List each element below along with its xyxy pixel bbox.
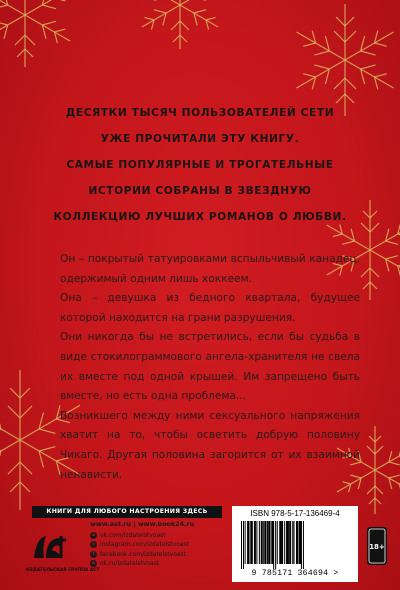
barcode — [241, 521, 351, 569]
social-link-text: facebook.com/izdatelstvoast — [100, 550, 187, 558]
snowflake-top-center-icon — [110, 0, 250, 50]
headline-line: ДЕСЯТКИ ТЫСЯЧ ПОЛЬЗОВАТЕЛЕЙ СЕТИ — [65, 107, 335, 119]
publisher-contacts — [90, 520, 230, 569]
headline — [40, 100, 360, 230]
headline-line: УЖЕ ПРОЧИТАЛИ ЭТУ КНИГУ. — [100, 133, 300, 145]
social-link-facebook[interactable] — [90, 550, 230, 560]
publisher-name: ИЗДАТЕЛЬСКАЯ ГРУППА АСТ — [26, 568, 100, 573]
headline-line: ИСТОРИИ СОБРАНЫ В ЗВЕЗДНУЮ — [88, 185, 312, 197]
social-link-ok[interactable] — [90, 559, 230, 569]
barcode-digits: 9 785171 364694 > — [251, 569, 339, 578]
barcode-bar — [271, 521, 272, 564]
series-strip: КНИГИ ДЛЯ ЛЮБОГО НАСТРОЕНИЯ ЗДЕСЬ — [32, 506, 222, 518]
barcode-bar — [245, 521, 246, 564]
social-link-vk[interactable] — [90, 531, 230, 541]
barcode-bar — [264, 521, 266, 564]
headline-line: САМЫЕ ПОПУЛЯРНЫЕ И ТРОГАТЕЛЬНЫЕ — [66, 159, 334, 171]
barcode-bar — [284, 521, 285, 564]
barcode-bar — [267, 521, 268, 564]
barcode-bar — [256, 521, 257, 564]
barcode-bar — [279, 521, 281, 564]
barcode-bar — [294, 521, 295, 564]
barcode-bar — [247, 521, 249, 564]
barcode-bar — [254, 521, 256, 564]
barcode-bar — [288, 521, 289, 564]
barcode-bar — [281, 521, 283, 564]
website-links[interactable]: www.ast.ru | www.book24.ru — [90, 520, 195, 528]
barcode-bar — [268, 521, 270, 564]
barcode-bar — [303, 521, 304, 569]
headline-line: КОЛЛЕКЦИЮ ЛУЧШИХ РОМАНОВ О ЛЮБВИ. — [53, 211, 347, 223]
snowflake-top-left-icon — [0, 0, 80, 70]
barcode-bar — [243, 521, 244, 569]
barcode-bar — [298, 521, 300, 564]
barcode-bar — [263, 521, 264, 564]
ok-icon: о — [91, 561, 96, 567]
social-link-instagram[interactable] — [90, 540, 230, 550]
synopsis-paragraph: Он – покрытый татуировками вспыльчивый канадец, одержимый одним лишь хоккеем. — [60, 253, 360, 285]
barcode-bar — [261, 521, 263, 564]
facebook-icon: f — [90, 551, 97, 558]
social-link-text: instagram.com/izdatelstvoast — [100, 541, 190, 548]
barcode-bar — [251, 521, 253, 564]
publisher-logo — [32, 532, 68, 562]
social-link-text: ok.ru/izdatelstvoast — [100, 560, 160, 567]
barcode-bar — [289, 521, 291, 564]
synopsis — [60, 250, 360, 485]
isbn-label: ISBN 978-5-17-136469-4 — [250, 509, 340, 518]
barcode-bar — [259, 521, 260, 564]
age-rating-badge — [366, 526, 388, 566]
instagram-icon: ◎ — [91, 542, 96, 548]
barcode-bar — [286, 521, 288, 564]
barcode-bar — [273, 521, 274, 569]
synopsis-paragraph: Возникшего между ними сексуального напряжения хватит на то, чтобы осветить добрую половину Чикаго. Другая половина загорится от их взаимной ненависти. — [60, 409, 360, 481]
barcode-bar — [277, 521, 278, 564]
barcode-bar — [250, 521, 251, 564]
barcode-bar — [275, 521, 276, 569]
social-link-text: vk.com/izdatelstvoast — [100, 531, 166, 539]
barcode-bar — [292, 521, 293, 564]
synopsis-paragraph: Она – девушка из бедного квартала, будущее которой находится на грани разрушения. — [60, 292, 360, 324]
synopsis-paragraph: Они никогда бы не встретились, если бы судьба в виде стокилограммового ангела-хранителя не свела их вместе под одной крышей. Им запрещено быть вместе, но есть одна проблема... — [60, 331, 360, 403]
barcode-panel — [232, 506, 358, 582]
vk-icon: в — [90, 532, 97, 539]
barcode-bar — [301, 521, 302, 569]
barcode-bar — [296, 521, 298, 564]
barcode-bar — [241, 521, 242, 569]
age-rating-text: 18+ — [369, 543, 385, 551]
